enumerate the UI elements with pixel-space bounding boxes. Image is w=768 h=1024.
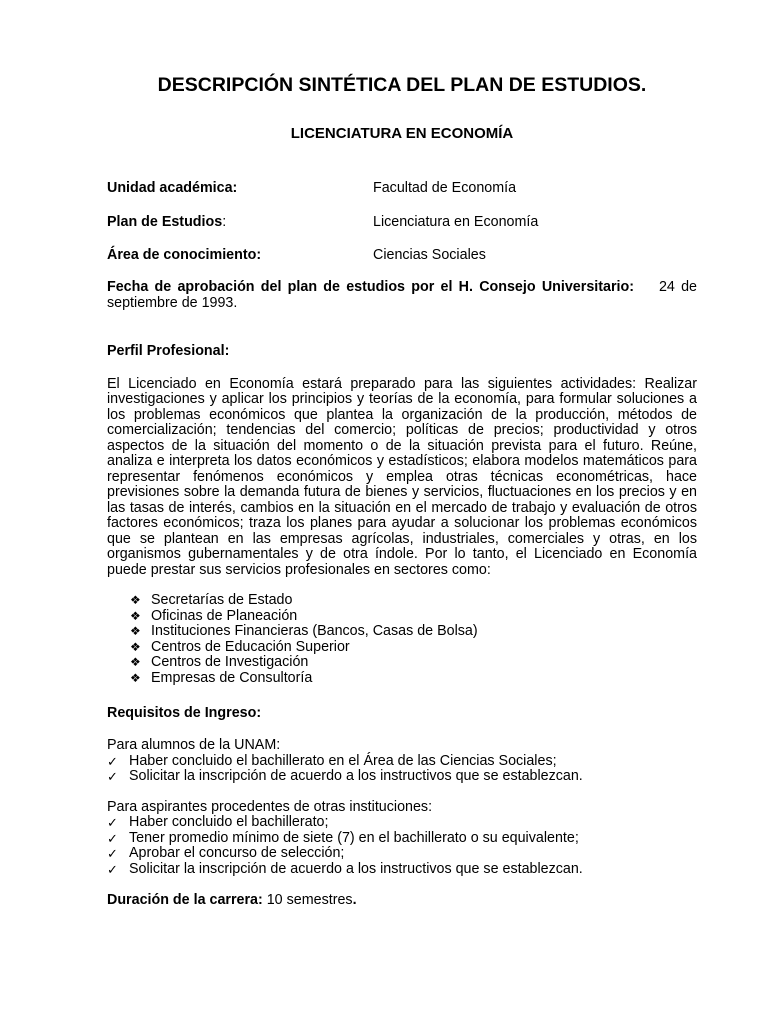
field-label-area: Área de conocimiento:	[107, 247, 262, 263]
list-item	[107, 609, 697, 625]
fields-block	[107, 180, 697, 263]
list-item	[107, 831, 697, 847]
requirement-label: Solicitar la inscripción de acuerdo a los instructivos que se establezcan.	[129, 861, 583, 878]
checkmark-icon: ✓	[107, 862, 118, 878]
duration-end: .	[352, 891, 357, 908]
approval-block	[107, 280, 697, 311]
duration-line	[107, 893, 697, 909]
checkmark-icon: ✓	[107, 769, 118, 785]
profile-heading: Perfil Profesional:	[107, 343, 230, 359]
checkmark-icon: ✓	[107, 830, 118, 846]
approval-rest: septiembre de 1993.	[107, 294, 238, 311]
approval-day: 24 de	[658, 279, 697, 295]
list-item	[107, 754, 697, 770]
others-intro: Para aspirantes procedentes de otras instituciones:	[107, 798, 433, 815]
field-label-plan: Plan de Estudios	[107, 214, 223, 230]
document-page	[107, 70, 697, 908]
requirement-label: Solicitar la inscripción de acuerdo a los instructivos que se establezcan.	[129, 768, 583, 785]
list-item	[107, 862, 697, 878]
field-value-plan: Licenciatura en Economía	[373, 214, 539, 230]
checkmark-icon: ✓	[107, 753, 118, 769]
sector-label: Centros de Investigación	[151, 654, 309, 671]
unam-intro: Para alumnos de la UNAM:	[107, 737, 281, 754]
sector-label: Centros de Educación Superior	[151, 638, 350, 655]
list-item	[107, 671, 697, 687]
others-requirements-list	[107, 815, 697, 877]
diamond-bullet-icon: ❖	[130, 593, 141, 607]
field-row-area	[107, 247, 697, 263]
field-row-unidad	[107, 180, 697, 196]
diamond-bullet-icon: ❖	[130, 608, 141, 623]
sector-label: Empresas de Consultoría	[151, 669, 313, 686]
document-subtitle: LICENCIATURA EN ECONOMÍA	[290, 125, 514, 142]
diamond-bullet-icon: ❖	[130, 639, 141, 654]
list-item	[107, 769, 697, 785]
approval-line	[107, 280, 697, 296]
list-item	[107, 624, 697, 640]
field-label-plan-colon: :	[222, 214, 227, 230]
field-label-plan-wrap	[107, 214, 373, 230]
field-row-plan	[107, 214, 697, 230]
unam-requirements-list	[107, 754, 697, 785]
field-value-area: Ciencias Sociales	[373, 247, 486, 263]
field-value-unidad: Facultad de Economía	[373, 180, 517, 196]
field-label-unidad: Unidad académica:	[107, 180, 238, 196]
sector-label: Instituciones Financieras (Bancos, Casas de Bolsa)	[151, 623, 478, 640]
requirement-label: Aprobar el concurso de selección;	[129, 845, 345, 862]
requirement-label: Tener promedio mínimo de siete (7) en el bachillerato o su equivalente;	[129, 829, 579, 846]
sectors-list	[107, 593, 697, 687]
document-title: DESCRIPCIÓN SINTÉTICA DEL PLAN DE ESTUDIOS.	[157, 74, 647, 96]
list-item	[107, 655, 697, 671]
sector-label: Secretarías de Estado	[151, 592, 293, 608]
list-item	[107, 593, 697, 609]
diamond-bullet-icon: ❖	[130, 624, 141, 639]
diamond-bullet-icon: ❖	[130, 670, 141, 685]
list-item	[107, 640, 697, 656]
requirement-label: Haber concluido el bachillerato;	[129, 814, 329, 831]
checkmark-icon: ✓	[107, 815, 118, 831]
approval-label: Fecha de aprobación del plan de estudios por el H. Consejo Universitario:	[107, 279, 634, 295]
list-item	[107, 815, 697, 831]
list-item	[107, 846, 697, 862]
duration-label: Duración de la carrera:	[107, 891, 263, 908]
duration-value: 10 semestres	[266, 891, 353, 908]
profile-paragraph: El Licenciado en Economía estará preparado para las siguientes actividades: Realizar investigaciones y aplicar los principios y teorías de la economía, para formular soluciones a los problemas económicos que plantea la organización de la producción, métodos de comercialización; tendencias del comercio; políticas de precios; productividad y otros aspectos de la situación del momento o de la situación prevista para el futuro. Reúne, analiza e interpreta los datos económicos y estadísticos; elabora modelos matemáticos para representar fenómenos económicos y emplea otras técnicas econométricas, hace previsiones sobre la demanda futura de bienes y servicios, fluctuaciones en los precios y en las tasas de interés, cambios en la situación en el mercado de trabajo y evaluación de otros factores económicos; traza los planes para ayudar a solucionar los problemas económicos que se plantean en las empresas agrícolas, industriales, comerciales y otras, en los organismos gubernamentales y de otra índole. Por lo tanto, el Licenciado en Economía puede prestar sus servicios profesionales en sectores como:	[107, 375, 697, 578]
sector-label: Oficinas de Planeación	[151, 607, 298, 624]
requirements-heading: Requisitos de Ingreso:	[107, 704, 262, 721]
requirement-label: Haber concluido el bachillerato en el Área de las Ciencias Sociales;	[129, 752, 557, 769]
checkmark-icon: ✓	[107, 846, 118, 862]
diamond-bullet-icon: ❖	[130, 655, 141, 670]
